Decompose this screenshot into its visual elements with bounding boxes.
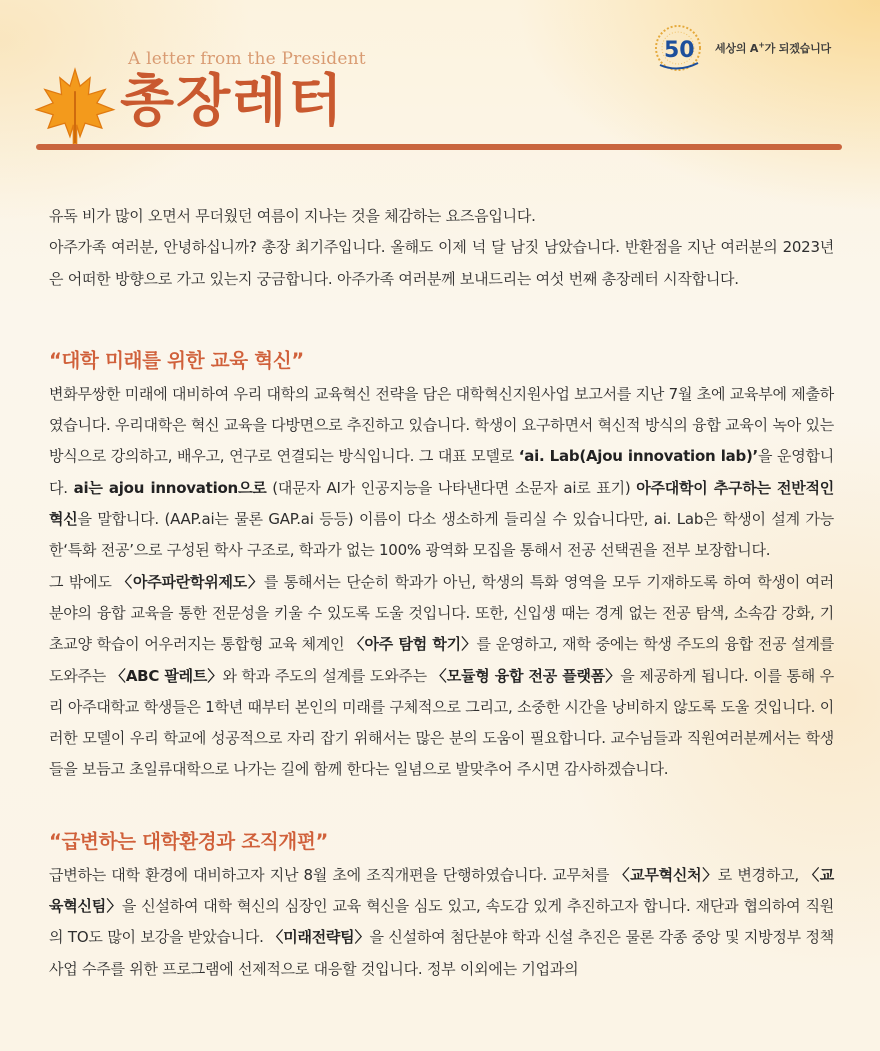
section2-paragraph-1 [49, 860, 834, 985]
intro-paragraph-2: 아주가족 여러분, 안녕하십니까? 총장 최기주입니다. 올해도 이제 넉 달 남짓 남았습니다. 반환점을 지난 여러분의 2023년은 어떠한 방향으로 가고 있는지 궁금합니다. 아주가족 여러분께 보내드리는 여섯 번째 총장레터 시작합니다. [49, 238, 834, 288]
emphasis-exploration-semester: 〈아주 탐험 학기〉 [349, 635, 477, 654]
page-title: 총장레터 [120, 69, 345, 134]
text-run: 을 말합니다. (AAP.ai는 물론 GAP.ai 등등) 이름이 다소 생소하게 들리실 수 있습니다만, ai. Lab은 학생이 설계 가능한‘특화 전공’으로 구성된 학사 구조로, 학과가 없는 100% 광역화 모집을 통해서 전공 선택권을 전부 보장합니다. [49, 510, 834, 560]
emphasis-education-innovation-team: 〈교육혁신팀〉 [49, 865, 834, 916]
emphasis-future-strategy-team: 〈미래전략팀〉 [268, 928, 370, 947]
section-heading-org-restructure: “급변하는 대학환경과 조직개편” [49, 829, 328, 853]
emphasis-overall-innovation: 아주대학이 추구하는 전반적인 혁신 [49, 478, 834, 529]
letter-subtitle: A letter from the President [128, 49, 366, 69]
text-run: 와 학과 주도의 설계를 도와주는 [222, 666, 432, 685]
intro-paragraph-1: 유독 비가 많이 오면서 무더웠던 여름이 지나는 것을 체감하는 요즈음입니다. [49, 207, 536, 225]
text-run: 을 신설하여 대학 혁신의 심장인 교육 혁신을 심도 있고, 속도감 있게 추진하고자 합니다. 재단과 협의하여 직원의 TO도 많이 보강을 받았습니다. [49, 897, 835, 947]
section1-paragraph-2 [49, 567, 834, 786]
anniversary-50-logo-icon [652, 21, 708, 75]
text-run: 변화무쌍한 미래에 대비하여 우리 대학의 교육혁신 전략을 담은 대학혁신지원사업 보고서를 지난 7월 초에 교육부에 제출하였습니다. 우리대학은 혁신 교육을 다방면으로 추진하고 있습니다. 학생이 요구하면서 혁신적 방식의 융합 교육이 녹아 있는 방식으로 강의하고, 배우고, 연구로 연결되는 방식입니다. 그 대표 모델로 [49, 384, 834, 466]
title-divider [36, 144, 842, 150]
emphasis-ajou-innovation: ai는 ajou innovation으로 [73, 478, 267, 497]
section1-paragraph-1 [49, 379, 834, 567]
section-heading-education-innovation: “대학 미래를 위한 교육 혁신” [49, 348, 304, 372]
badge-slogan-after: 가 되겠습니다 [764, 42, 831, 55]
emphasis-ajou-blue-degree: 〈아주파란학위제도〉 [117, 572, 264, 591]
text-run: 을 신설하여 첨단분야 학과 신설 추진은 물론 각종 중앙 및 지방정부 정책 사업 수주를 위한 프로그램에 선제적으로 대응할 것입니다. 정부 이외에는 기업과의 [49, 928, 834, 978]
badge-slogan-plus: + [758, 40, 765, 50]
emphasis-academic-innovation-office: 〈교무혁신처〉 [614, 865, 718, 884]
text-run: 그 밖에도 [49, 572, 118, 591]
text-run: 를 운영하고, 재학 중에는 학생 주도의 융합 전공 설계를 도와주는 [49, 635, 835, 685]
text-run: (대문자 AI가 인공지능을 나타낸다면 소문자 ai로 표기) [266, 478, 637, 497]
badge-slogan [715, 40, 831, 56]
badge-number: 50 [664, 38, 695, 63]
maple-leaf-icon [33, 66, 117, 150]
emphasis-abc-palette: 〈ABC 팔레트〉 [110, 666, 223, 685]
text-run: 를 통해서는 단순히 학과가 아닌, 학생의 특화 영역을 모두 기재하도록 하여 학생이 여러 분야의 융합 교육을 통한 전문성을 키울 수 있도록 도울 것입니다. 또한, 신입생 때는 경계 없는 전공 탐색, 소속감 강화, 기초교양 학습이 어우러지는 통합형 교육 체계인 [49, 572, 835, 654]
letter-body [49, 201, 834, 985]
text-run: 로 변경하고, [717, 865, 805, 884]
emphasis-modular-platform: 〈모듈형 융합 전공 플랫폼〉 [431, 666, 621, 685]
anniversary-badge [652, 21, 852, 75]
text-run: 급변하는 대학 환경에 대비하고자 지난 8월 초에 조직개편을 단행하였습니다. 교무처를 [49, 865, 615, 884]
emphasis-ai-lab: ‘ai. Lab(Ajou innovation lab)’ [518, 447, 758, 466]
text-run: 을 운영합니다. [49, 447, 835, 497]
badge-slogan-before: 세상의 A [715, 42, 759, 55]
text-run: 을 제공하게 됩니다. 이를 통해 우리 아주대학교 학생들은 1학년 때부터 본인의 미래를 구체적으로 그리고, 소중한 시간을 낭비하지 않도록 도울 것입니다. 이러한 모델이 우리 학교에 성공적으로 자리 잡기 위해서는 많은 분의 도움이 필요합니다. 교수님들과 직원여러분께서는 학생들을 보듬고 초일류대학으로 나가는 길에 함께 한다는 일념으로 발맞추어 주시면 감사하겠습니다. [49, 666, 834, 779]
